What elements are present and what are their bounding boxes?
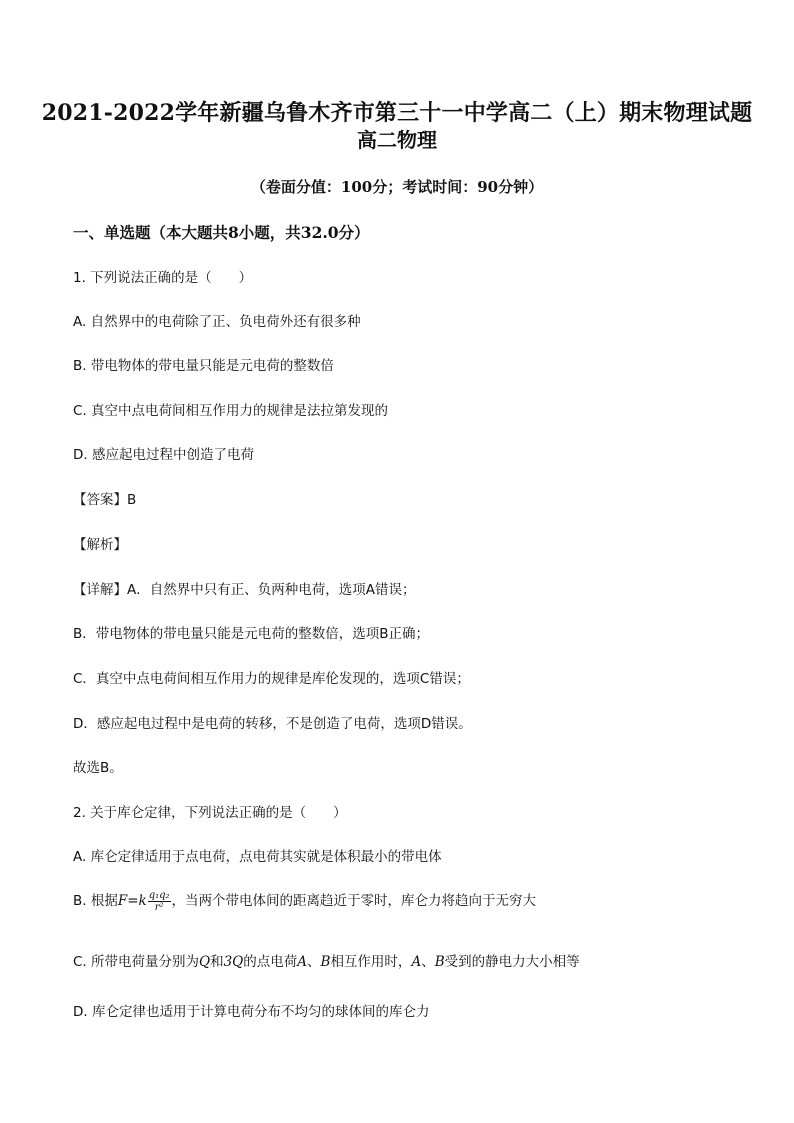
formula-numerator: q₁q₂	[148, 889, 170, 901]
exam-subtitle: 高二物理	[357, 128, 437, 152]
charge-3q: 3Q	[223, 954, 244, 970]
question-2-option-d: D. 库仑定律也适用于计算电荷分布不均匀的球体间的库仑力	[73, 1004, 430, 1020]
option-c-suffix: 受到的静电力大小相等	[444, 954, 580, 970]
option-b-suffix: ，当两个带电体间的距离趋近于零时，库仑力将趋向于无穷大	[171, 893, 537, 909]
question-1-option-c: C. 真空中点电荷间相互作用力的规律是法拉第发现的	[73, 403, 389, 419]
point-a: A	[297, 954, 308, 970]
option-c-and: 和	[210, 954, 224, 970]
question-1-option-a: A. 自然界中的电荷除了正、负电荷外还有很多种	[73, 314, 361, 330]
question-1-analysis-label: 【解析】	[73, 537, 127, 553]
coulomb-formula-fraction	[148, 890, 171, 913]
option-c-sep2: 、	[421, 954, 435, 970]
question-1-stem: 1. 下列说法正确的是（ ）	[73, 270, 253, 286]
question-2-option-b	[73, 889, 536, 913]
question-2-stem: 2. 关于库仑定律，下列说法正确的是（ ）	[73, 805, 347, 821]
question-1-detail-2: B．带电物体的带电量只能是元电荷的整数倍，选项B正确；	[73, 626, 430, 642]
question-2-option-a: A. 库仑定律适用于点电荷，点电荷其实就是体积最小的带电体	[73, 849, 442, 865]
exam-title: 2021-2022学年新疆乌鲁木齐市第三十一中学高二（上）期末物理试题	[41, 100, 753, 126]
question-1-answer: 【答案】B	[73, 492, 137, 508]
section-heading: 一、单选题（本大题共8小题，共32.0分）	[73, 223, 370, 242]
question-1-detail-4: D．感应起电过程中是电荷的转移，不是创造了电荷，选项D错误。	[73, 716, 472, 732]
question-1-option-d: D. 感应起电过程中创造了电荷	[73, 447, 254, 463]
question-1-conclusion: 故选B。	[73, 760, 123, 776]
exam-note: （卷面分值：100分；考试时间：90分钟）	[250, 178, 544, 196]
coulomb-formula-lhs: F=k	[117, 893, 147, 909]
point-a-2: A	[411, 954, 422, 970]
question-1-detail-1: 【详解】A．自然界中只有正、负两种电荷，选项A错误；	[73, 582, 416, 598]
question-1-detail-3: C．真空中点电荷间相互作用力的规律是库伦发现的，选项C错误；	[73, 671, 470, 687]
option-b-prefix: B. 根据	[73, 893, 118, 909]
option-c-prefix: C. 所带电荷量分别为	[73, 954, 200, 970]
charge-q: Q	[199, 954, 211, 970]
point-b-2: B	[434, 954, 445, 970]
question-1-option-b: B. 带电物体的带电量只能是元电荷的整数倍	[73, 358, 334, 374]
point-b: B	[320, 954, 331, 970]
question-2-option-c	[73, 950, 580, 970]
option-c-mid2: 相互作用时，	[330, 954, 412, 970]
formula-denominator: r²	[154, 901, 164, 913]
option-c-sep: 、	[307, 954, 321, 970]
option-c-mid: 的点电荷	[243, 954, 298, 970]
